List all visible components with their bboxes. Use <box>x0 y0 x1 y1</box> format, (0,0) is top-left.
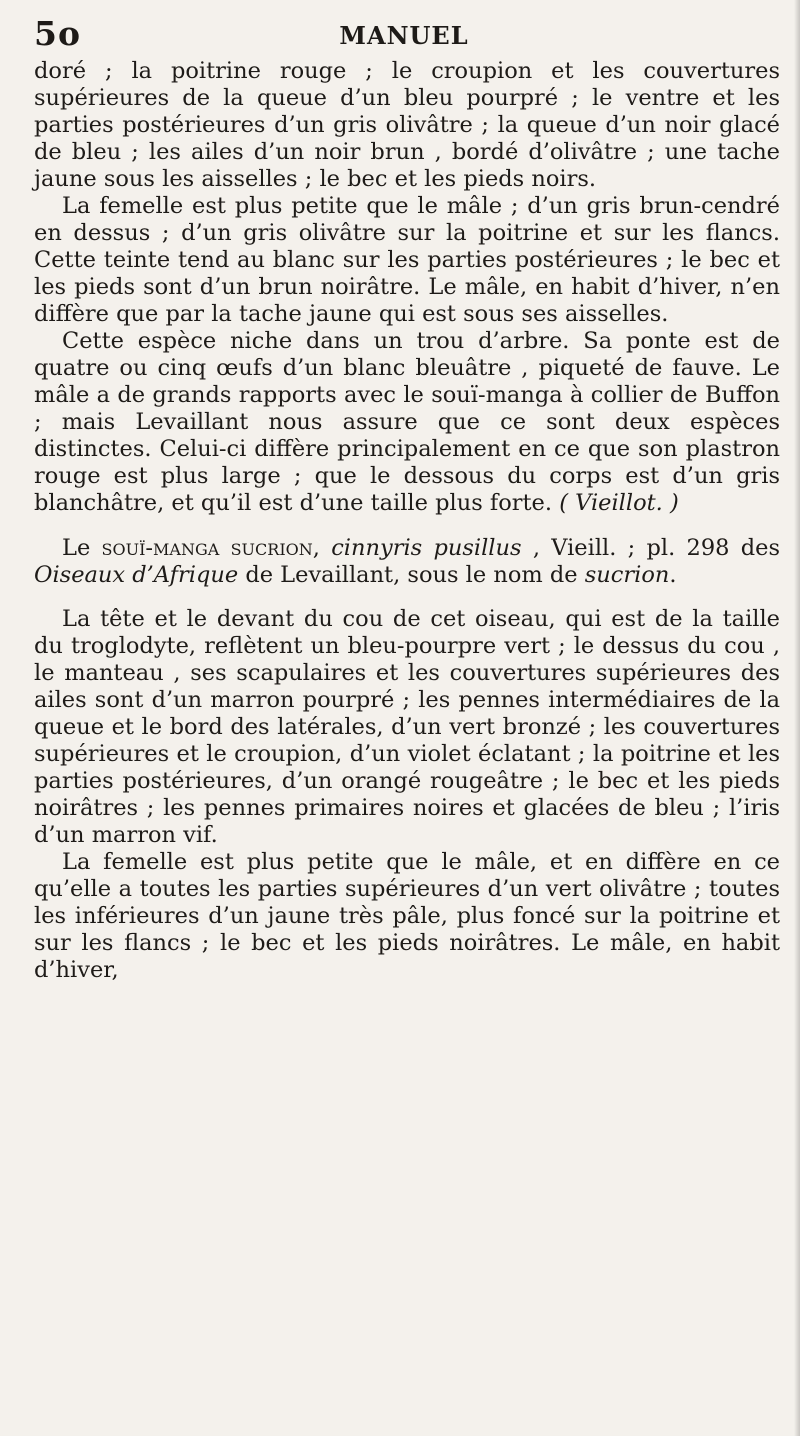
page-header <box>28 14 780 58</box>
body-text <box>34 58 780 984</box>
species-reference-tail: de Levaillant, sous le nom de <box>245 562 578 588</box>
nesting-text: Cette espèce niche dans un trou d’arbre. Sa ponte est de quatre ou cinq œufs d’un blanc bleuâtre , piqueté de fauve. Le mâle a de grands rapports avec le souï-manga à collier de Buffon ; mais Levaillant nous assure que ce sont deux espèces distinctes. Celui-ci diffère principalement en ce que son plastron rouge est plus large ; que le dessous du corps est d’un gris blanchâtre, et qu’il est d’une taille plus forte. <box>34 328 780 516</box>
page-edge-shadow <box>794 0 800 1436</box>
species-work-title: Oiseaux d’Afrique <box>34 562 239 588</box>
paragraph-female-sucrion: La femelle est plus petite que le mâle, et en diffère en ce qu’elle a toutes les parties supérieures d’un vert olivâtre ; toutes les inférieures d’un jaune très pâle, plus foncé sur la poitrine et sur les flancs ; le bec et les pieds noirâtres. Le mâle, en habit d’hiver, <box>34 849 780 983</box>
book-page <box>28 0 780 1436</box>
running-title: MANUEL <box>339 21 469 50</box>
species-sep: , <box>312 535 320 561</box>
attribution: ( Vieillot. ) <box>559 490 679 516</box>
species-latin-name: cinnyris pusillus <box>331 535 522 561</box>
page-number: 5o <box>34 14 81 53</box>
paragraph-continuation: doré ; la poitrine rouge ; le croupion et les couvertures supérieures de la queue d’un bleu pourpré ; le ventre et les parties postérieures d’un gris olivâtre ; la queue d’un noir glacé de bleu ; les ailes d’un noir brun , bordé d’olivâtre ; une tache jaune sous les aisselles ; le bec et les pieds noirs. <box>34 58 780 192</box>
paragraph-description: La tête et le devant du cou de cet oiseau, qui est de la taille du troglodyte, reflètent un bleu-pourpre vert ; le dessus du cou , le manteau , ses scapulaires et les couvertures supérieures des ailes sont d’un marron pourpré ; les pennes intermédiaires de la queue et le bord des latérales, d’un vert bronzé ; les couvertures supérieures et le croupion, d’un violet éclatant ; la poitrine et les parties postérieures, d’un orangé rougeâtre ; le bec et les pieds noirâtres ; les pennes primaires noires et glacées de bleu ; l’iris d’un marron vif. <box>34 606 780 848</box>
paragraph-female: La femelle est plus petite que le mâle ; d’un gris brun-cendré en dessus ; d’un gris olivâtre sur la poitrine et sur les flancs. Cette teinte tend au blanc sur les parties postérieures ; le bec et les pieds sont d’un brun noirâtre. Le mâle, en habit d’hiver, n’en diffère que par la tache jaune qui est sous ses aisselles. <box>34 193 780 327</box>
species-common-name: souï-manga sucrion <box>101 535 313 561</box>
species-vernacular: sucrion <box>584 562 670 588</box>
paragraph-nesting <box>34 328 780 517</box>
species-end: . <box>669 562 677 588</box>
species-heading <box>34 535 780 589</box>
species-reference: , Vieill. ; pl. 298 des <box>532 535 781 561</box>
species-lead: Le <box>62 535 91 561</box>
